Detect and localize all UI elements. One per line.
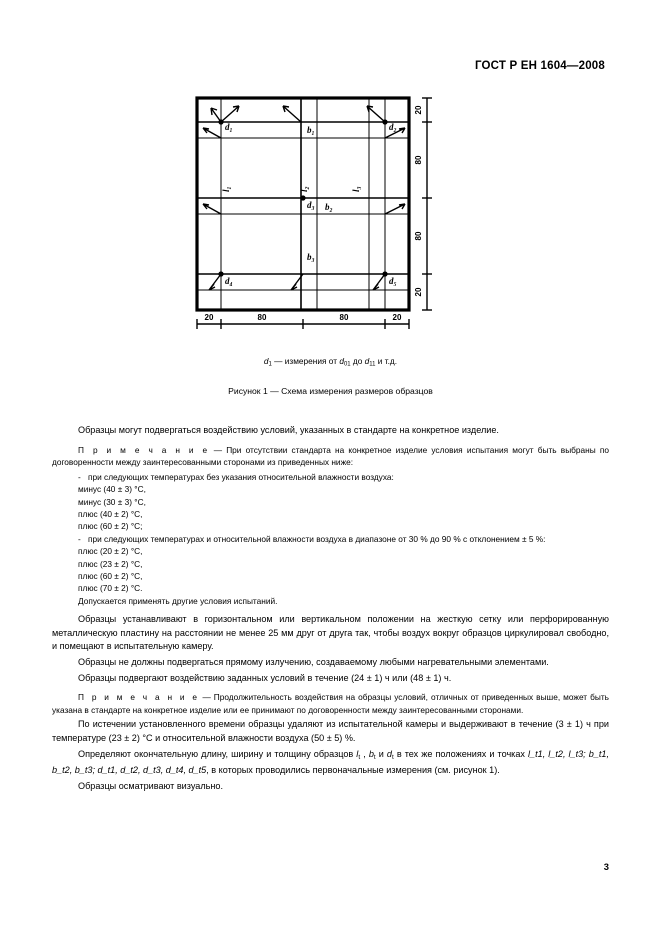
label-d2: d₂ [388,122,397,132]
legend-d0: d [339,356,344,366]
p6-text-e: , в которых проводились первоначальные измерения (см. рисунок 1). [206,765,500,776]
dim-right-0: 20 [413,105,423,115]
label-b3: b₃ [306,252,315,262]
right-dimension-line [422,98,432,310]
paragraph-6 [52,748,609,778]
document-body [52,424,609,795]
legend-text-b: до [350,356,365,366]
note-1-text: — При отсутствии стандарта на конкретное изделие условия испытания могут быть выбраны по договоренности между заинтересованными сторонами из приведенных ниже: [52,444,609,468]
p6-text-d: в тех же положениях и точках [393,748,529,759]
paragraph-4: Образцы подвергают воздействию заданных условий в течение (24 ± 1) ч или (48 ± 1) ч. [78,672,452,683]
legend-d0-sub: 01 [343,361,351,368]
legend-d1: d [364,356,370,366]
temp-2-2: плюс (60 ± 2) °С, [78,571,143,582]
bullet-1-text: при следующих температурах без указания относительной влажности воздуха: [88,471,394,482]
bullet-1 [52,471,609,483]
temp-2-3: плюс (70 ± 2) °С. [78,583,143,594]
temp-1-1: минус (30 ± 3) °С, [78,496,146,507]
label-d4: d₄ [224,276,233,286]
label-d1: d₁ [224,122,233,132]
dash-marker-1: - [78,471,81,482]
bullet-2-text: при следующих температурах и относительной влажности воздуха в диапазоне от 30 % до 90 % с отклонением ± 5 %: [88,533,546,544]
p6-text-c: и [375,748,387,759]
paragraph-3: Образцы не должны подвергаться прямому излучению, создаваемому любыми нагревательными элементами. [78,657,549,668]
measurement-schematic-svg [181,88,481,340]
paragraph-1: Образцы могут подвергаться воздействию условий, указанных в стандарте на конкретное изделие. [78,425,499,435]
temp-1-0: минус (40 ± 3) °С, [78,484,146,495]
bottom-dimension-line [197,319,409,329]
p6-symbol-l: l [356,748,359,759]
dim-bottom-0: 20 [204,313,213,322]
note-2-label: П р и м е ч а н и е [78,692,200,703]
legend-symbol-sub: 1 [268,361,272,368]
label-b1: b₁ [306,125,315,135]
label-l1: l₁ [220,186,231,192]
legend-text-c: и т.д. [375,356,398,366]
diagram-labels [221,122,397,286]
paragraph-5: По истечении установленного времени образцы удаляют из испытательной камеры и выдерживают в течение (3 ± 1) ч при температуре (23 ± 2) °С и относительной влажности воздуха (50 ± 5) %. [52,719,609,743]
dim-bottom-2: 80 [339,313,348,322]
temp-2-1: плюс (23 ± 2) °С, [78,558,143,569]
p6-point-list-text: l_t1, l_t2, l_t3; b_t1, b_t2, b_t3; d_t1, d_t2, d_t3, d_t4, d_t5 [52,748,609,776]
label-b2: b₂ [324,202,333,212]
temp-1-2: плюс (40 ± 2) °С, [78,509,143,519]
label-d3: d₃ [306,200,315,210]
p6-text-b: , [360,748,369,759]
label-l2: l₂ [298,186,309,192]
p6-symbol-b-sub: t [373,753,376,761]
label-l3: l₃ [350,186,361,192]
figure-caption: Рисунок 1 — Схема измерения размеров образцов [228,385,433,396]
allowance-note: Допускается применять другие условия испытаний. [78,595,278,606]
p6-text-a: Определяют окончательную длину, ширину и толщину образцов [78,748,357,759]
dim-bottom-3: 20 [392,313,401,322]
page-number: 3 [603,861,609,872]
label-d5: d₅ [388,276,397,286]
paragraph-7: Образцы осматривают визуально. [78,780,223,791]
p6-symbol-d-sub: t [391,753,394,761]
p6-symbol-l-sub: t [358,753,361,761]
figure-1 [0,88,661,396]
bullet-2 [52,533,609,545]
temp-2-0: плюс (20 ± 2) °С, [78,546,143,557]
dim-right-1: 80 [413,155,423,165]
page-header-standard: ГОСТ Р ЕН 1604—2008 [474,60,605,72]
note-2-text: — Продолжительность воздействия на образцы условий, отличных от приведенных выше, может быть указана в стандарте на конкретное изделие или ее принимают по договоренности между заинтересованными сторонами. [52,692,609,715]
paragraph-2: Образцы устанавливают в горизонтальном или вертикальном положении на жесткую сетку или перфорированную металлическую пластину на расстоянии не менее 25 мм друг от друга так, чтобы воздух вокруг образцов циркулировал свободно, и помещают в испытательную камеру. [52,614,609,652]
p6-symbol-b: b [368,748,374,759]
dash-marker-2: - [78,533,81,544]
dim-right-2: 80 [413,231,423,241]
temp-1-3: плюс (60 ± 2) °С; [78,521,143,532]
dim-bottom-1: 80 [257,313,266,322]
note-2 [52,691,609,716]
figure-diagram [181,88,481,340]
legend-text-a: — измерения от [271,356,340,366]
note-1 [52,444,609,469]
dim-right-3: 20 [413,287,423,297]
legend-d1-sub: 11 [369,361,376,368]
p6-symbol-d: d [386,748,392,759]
legend-symbol: d [263,356,269,366]
figure-legend [0,356,661,368]
note-1-label: П р и м е ч а н и е [78,444,210,455]
